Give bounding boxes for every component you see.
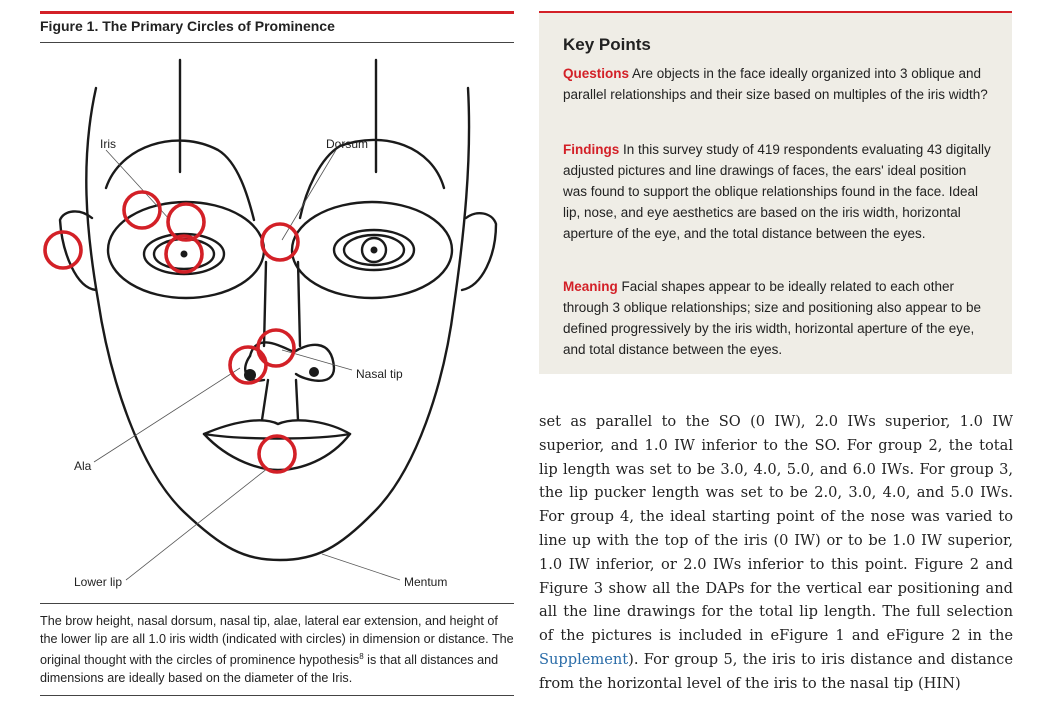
meaning-text: Facial shapes appear to be ideally related to each other through 3 oblique relationships; size and positioning also appear to be defined progressively by the iris width, horizontal aperture of the eye, and total distance between the eyes.: [563, 279, 982, 357]
key-points-meaning: [563, 276, 993, 360]
left-pupil: [181, 251, 188, 258]
key-points-box: [539, 13, 1012, 374]
left-nostril: [244, 369, 256, 381]
circle-nasal-tip: [258, 330, 294, 366]
leader-mentum: [322, 554, 400, 580]
questions-text: Are objects in the face ideally organized into 3 oblique and parallel relationships and their size based on multiples of the iris width?: [563, 66, 988, 102]
circle-lower-lip: [259, 436, 295, 472]
figure-caption: The brow height, nasal dorsum, nasal tip, alae, lateral ear extension, and height of the lower lip are all 1.0 iris width (indicated with circles) in dimension or distance. The original thought with the circles of prominence hypothesis$^8$ is that all distances and dimensions are ideally based on the diameter of the Iris.: [40, 614, 514, 686]
caption-bottom-rule: [40, 695, 514, 696]
meaning-label: Meaning: [563, 279, 618, 294]
findings-text: In this survey study of 419 respondents evaluating 43 digitally adjusted pictures and line drawings of faces, the ears' ideal position was found to support the oblique relationships found in the face. Ideal lip, nose, and eye aesthetics are based on the iris width, horizontal aperture of the eye, and the total distance between the eyes.: [563, 142, 991, 241]
figure-title-rule: [40, 42, 514, 43]
key-points-questions: [563, 63, 993, 105]
leader-lower-lip: [126, 468, 268, 580]
figure-title: Figure 1. The Primary Circles of Prominence: [40, 18, 335, 34]
right-pupil: [371, 247, 378, 254]
right-nostril: [309, 367, 319, 377]
key-points-title: Key Points: [563, 35, 651, 54]
supplement-link[interactable]: Supplement: [539, 650, 629, 668]
label-nasal-tip: Nasal tip: [356, 367, 403, 381]
nose-bridge-right: [298, 262, 300, 346]
caption-top-rule: [40, 603, 514, 604]
label-ala: Ala: [74, 459, 92, 473]
label-lower-lip: Lower lip: [74, 575, 123, 589]
body-paragraph: set as parallel to the SO (0 IW), 2.0 IWs superior, 1.0 IW superior, and 1.0 IW inferior to the SO. For group 2, the total lip length was set to be 3.0, 4.0, 5.0, and 6.0 IWs. For group 3, the lip pucker length was set to be 2.0, 3.0, 4.0, and 5.0 IWs. For group 4, the ideal starting point of the nose was varied to line up with the top of the iris (0 IW) or to be 1.0 IW superior, 1.0 IW inferior, or 2.0 IWs inferior to this point. Figure 2 and Figure 3 show all the DAPs for the vertical ear positioning and all the line drawings for the total lip length. The full selection of the pictures is included in eFigure 1 and eFigure 2 in the Supplement). For group 5, the iris to iris distance and distance from the horizontal level of the iris to the nasal tip (HIN): [539, 413, 1013, 692]
findings-label: Findings: [563, 142, 620, 157]
face-outline: [86, 88, 469, 560]
face-line-drawing: [34, 50, 518, 600]
figure-top-rule: [40, 11, 514, 14]
philtrum-left: [262, 380, 268, 420]
key-points-findings: [563, 139, 993, 244]
label-dorsum: Dorsum: [326, 137, 369, 151]
philtrum-right: [296, 380, 298, 420]
right-brow: [300, 140, 444, 218]
label-iris: Iris: [100, 137, 116, 151]
label-mentum: Mentum: [404, 575, 448, 589]
right-ear: [462, 213, 496, 290]
left-eye-socket: [108, 202, 264, 298]
questions-label: Questions: [563, 66, 630, 81]
